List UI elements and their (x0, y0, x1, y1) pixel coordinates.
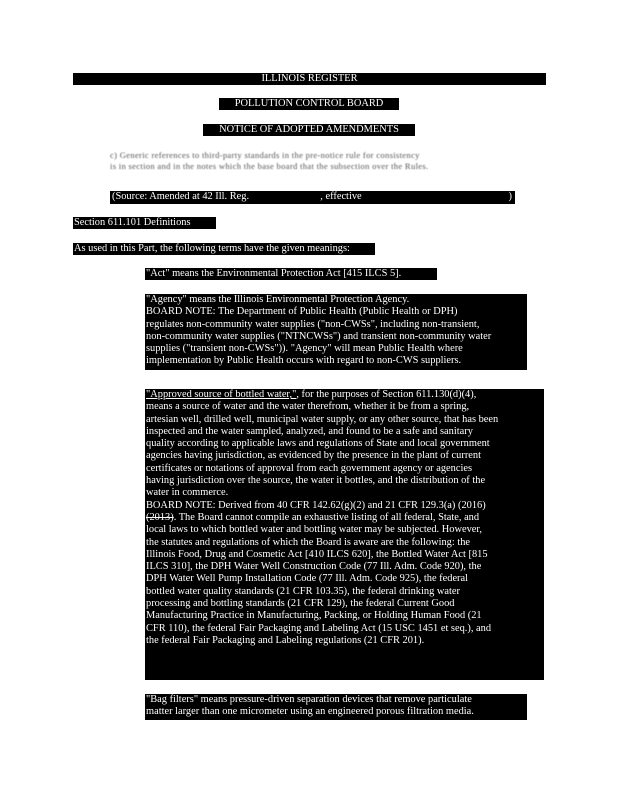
source-suffix: ) (508, 191, 512, 202)
notice-title (203, 124, 415, 136)
bag-line: matter larger than one micrometer using an engineered porous filtration media. (146, 706, 474, 718)
garbled-paragraph (110, 150, 535, 172)
board-note-line: processing and bottling standards (21 CFR 129), the federal Current Good (146, 598, 455, 610)
bottled-line: means a source of water and the water therefrom, whether it be from a spring, (146, 401, 470, 413)
agency-line: BOARD NOTE: The Department of Public Health (Public Health or DPH) (146, 306, 458, 318)
agency-line: implementation by Public Health occurs with regard to non-CWS suppliers. (146, 355, 462, 367)
section-intro-text: As used in this Part, the following terms have the given meanings: (74, 243, 350, 254)
struck-year: (2013) (146, 511, 174, 523)
bag-line: "Bag filters" means pressure-driven separation devices that remove particulate (146, 694, 472, 705)
definition-act (145, 268, 437, 280)
section-heading (73, 217, 216, 229)
source-prefix: (Source: Amended at 42 Ill. Reg. (112, 191, 250, 202)
section-intro (73, 243, 375, 255)
bottled-term-tail: , for the purposes of Section 611.130(d)(4), (296, 389, 477, 400)
register-title (73, 73, 546, 85)
board-note-line: Illinois Food, Drug and Cosmetic Act [410 ILCS 620], the Bottled Water Act [815 (146, 548, 488, 560)
bottled-term: "Approved source of bottled water," (146, 389, 297, 400)
garbled-line: is in section and in the notes which the base board that the subsection over the Rules. (110, 161, 429, 171)
agency-line: "Agency" means the Illinois Environmental Protection Agency. (146, 294, 410, 305)
agency-line: non-community water supplies ("NTNCWSs") and transient non-community water (146, 330, 492, 342)
board-title (219, 98, 399, 110)
bottled-line: inspected and the water sampled, analyzed, and found to be a safe and sanitary (146, 425, 473, 437)
garbled-line: c) Generic references to third-party standards in the pre-notice rule for consistency (110, 150, 420, 160)
board-note-line: bottled water quality standards (21 CFR 103.35), the federal drinking water (146, 585, 460, 597)
definition-act-text: "Act" means the Environmental Protection Act [415 ILCS 5]. (146, 268, 402, 279)
bottled-line: having jurisdiction over the source, the water it bottles, and the distribution of the (146, 475, 486, 487)
bottled-first-line (146, 389, 543, 401)
source-effective: , effective (320, 191, 362, 202)
bottled-line: water in commerce. (146, 487, 229, 499)
section-heading-text: Section 611.101 Definitions (74, 217, 191, 228)
board-note-after-struck: . The Board cannot compile an exhaustive listing of all federal, State, and (173, 511, 480, 523)
board-note-line: DPH Water Well Pump Installation Code (77 Ill. Adm. Code 925), the federal (146, 573, 469, 585)
register-title-text: ILLINOIS REGISTER (261, 73, 358, 84)
agency-line: regulates non-community water supplies ("non-CWSs", including non-transient, (146, 318, 480, 330)
definition-bag-filters (145, 694, 527, 720)
agency-line: supplies ("transient non-CWSs")). "Agency" will mean Public Health where (146, 343, 463, 355)
definition-agency (145, 294, 527, 370)
board-note-line: the statutes and regulations of which the Board is aware are the following: the (146, 536, 471, 548)
notice-title-text: NOTICE OF ADOPTED AMENDMENTS (219, 124, 399, 135)
source-line (112, 191, 514, 203)
board-note-second (146, 512, 543, 524)
bottled-line: artesian well, drilled well, municipal water supply, or any other source, that has been (146, 413, 499, 425)
bottled-line: certificates or notations of approval from each government agency or agencies (146, 462, 473, 474)
board-note-line: ILCS 310], the DPH Water Well Construction Code (77 Ill. Adm. Code 920), the (146, 561, 482, 573)
definition-bottled-water (145, 389, 544, 680)
board-title-text: POLLUTION CONTROL BOARD (234, 98, 384, 109)
board-note-line: Manufacturing Practice in Manufacturing, Packing, or Holding Human Food (21 (146, 610, 482, 622)
bottled-line: quality according to applicable laws and regulations of State and local government (146, 438, 490, 450)
bottled-line: agencies having jurisdiction, as evidenced by the presence in the plant of current (146, 450, 481, 462)
board-note-head: BOARD NOTE: Derived from 40 CFR 142.62(g)(2) and 21 CFR 129.3(a) (2016) (146, 499, 486, 511)
board-note-line: CFR 110), the federal Fair Packaging and Labeling Act (15 USC 1451 et seq.), and (146, 622, 492, 634)
board-note-line: the federal Fair Packaging and Labeling regulations (21 CFR 201). (146, 634, 425, 646)
board-note-line: local laws to which bottled water and bottling water may be subjected. However, (146, 524, 483, 536)
